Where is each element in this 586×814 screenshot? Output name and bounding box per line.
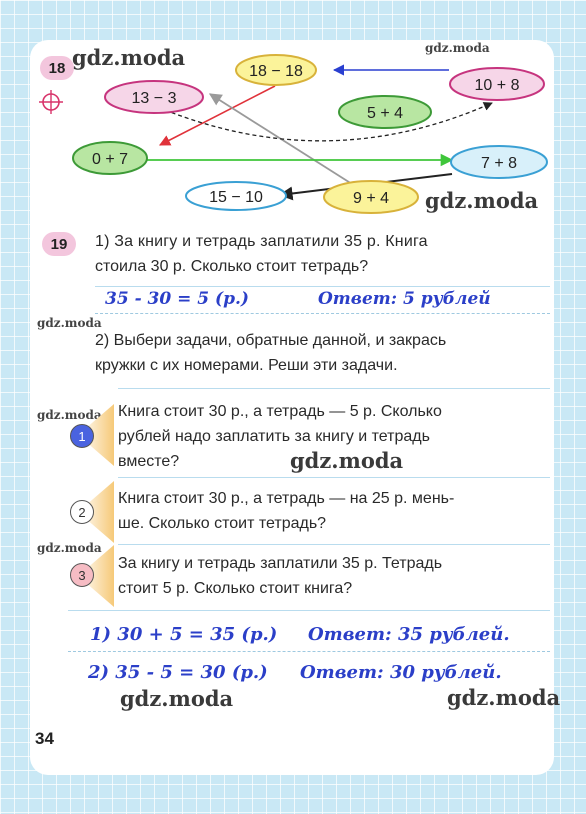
task-19-part2 — [95, 328, 555, 378]
divider-2 — [118, 477, 550, 478]
watermark-top-large: gdz.moda — [72, 45, 186, 70]
oval-15-minus-10-label: 15 − 10 — [209, 189, 263, 206]
arrow-dashed — [165, 103, 492, 141]
answer-line-top — [95, 286, 550, 287]
watermark-top-small: gdz.moda — [425, 41, 490, 55]
option-1-circle[interactable] — [70, 424, 94, 448]
task-19-part1-line1: 1) За книгу и тетрадь заплатили 35 р. Книга — [95, 233, 428, 250]
oval-18-minus-18 — [236, 55, 316, 85]
watermark-left-1: gdz.moda — [37, 316, 102, 330]
answer-1-expression: 35 - 30 = 5 (р.) — [105, 289, 249, 309]
watermark-mid-right: gdz.moda — [425, 188, 539, 213]
task-19-part2-line2: кружки с их номерами. Реши эти задачи. — [95, 357, 398, 374]
task-19-part2-line1: 2) Выбери задачи, обратные данной, и закрась — [95, 332, 447, 349]
oval-15-minus-10 — [186, 182, 286, 210]
answer-line-bottom — [95, 313, 550, 314]
oval-10-plus-8-label: 10 + 8 — [474, 77, 520, 94]
watermark-left-3: gdz.moda — [37, 541, 102, 555]
solution-2-text: Ответ: 30 рублей. — [300, 662, 502, 683]
task-19-part1-line2: стоила 30 р. Сколько стоит тетрадь? — [95, 258, 369, 275]
oval-13-minus-3 — [105, 81, 203, 113]
option-1-line1: Книга стоит 30 р., а тетрадь — 5 р. Сколько — [118, 403, 442, 420]
option-2-number: 2 — [78, 504, 86, 520]
option-3-number: 3 — [78, 567, 86, 583]
watermark-bottom-left: gdz.moda — [120, 686, 234, 711]
option-1-line2: рублей надо заплатить за книгу и тетрадь — [118, 428, 430, 445]
option-2-circle[interactable] — [70, 500, 94, 524]
task-19-part1 — [95, 229, 555, 279]
oval-13-minus-3-label: 13 − 3 — [131, 90, 177, 107]
solutions-mid-line — [68, 651, 550, 652]
watermark-bottom-right: gdz.moda — [447, 685, 561, 710]
target-icon — [39, 90, 63, 114]
option-3-circle[interactable] — [70, 563, 94, 587]
oval-0-plus-7-label: 0 + 7 — [91, 151, 129, 168]
answer-1-text: Ответ: 5 рублей — [318, 289, 491, 309]
oval-5-plus-4-label: 5 + 4 — [366, 105, 404, 122]
oval-7-plus-8-label: 7 + 8 — [480, 155, 518, 172]
oval-9-plus-4 — [324, 181, 418, 213]
option-2-line2: ше. Сколько стоит тетрадь? — [118, 515, 327, 532]
watermark-left-2: gdz.moda — [37, 408, 102, 422]
solution-1-text: Ответ: 35 рублей. — [308, 624, 510, 645]
solution-1-expression: 1) 30 + 5 = 35 (р.) — [90, 624, 278, 645]
oval-9-plus-4-label: 9 + 4 — [352, 190, 390, 207]
option-1-line3: вместе? — [118, 453, 180, 470]
option-2-line1: Книга стоит 30 р., а тетрадь — на 25 р. мень- — [118, 490, 455, 507]
oval-0-plus-7 — [73, 142, 147, 174]
oval-18-minus-18-label: 18 − 18 — [249, 63, 303, 80]
divider-3 — [118, 544, 550, 545]
page-number: 34 — [35, 729, 54, 748]
option-3-line2: стоит 5 р. Сколько стоит книга? — [118, 580, 353, 597]
option-3-line1: За книгу и тетрадь заплатили 35 р. Тетрадь — [118, 555, 443, 572]
solution-2-expression: 2) 35 - 5 = 30 (р.) — [88, 662, 268, 683]
divider-1 — [118, 388, 550, 389]
option-3-text — [118, 551, 558, 601]
oval-10-plus-8 — [450, 68, 544, 100]
solutions-top-line — [68, 610, 550, 611]
task-19-number: 19 — [42, 232, 76, 256]
option-1-number: 1 — [78, 428, 86, 444]
watermark-center: gdz.moda — [290, 448, 404, 473]
oval-5-plus-4 — [339, 96, 431, 128]
option-2-text — [118, 486, 558, 536]
oval-7-plus-8 — [451, 146, 547, 178]
task-18-number: 18 — [40, 56, 74, 80]
